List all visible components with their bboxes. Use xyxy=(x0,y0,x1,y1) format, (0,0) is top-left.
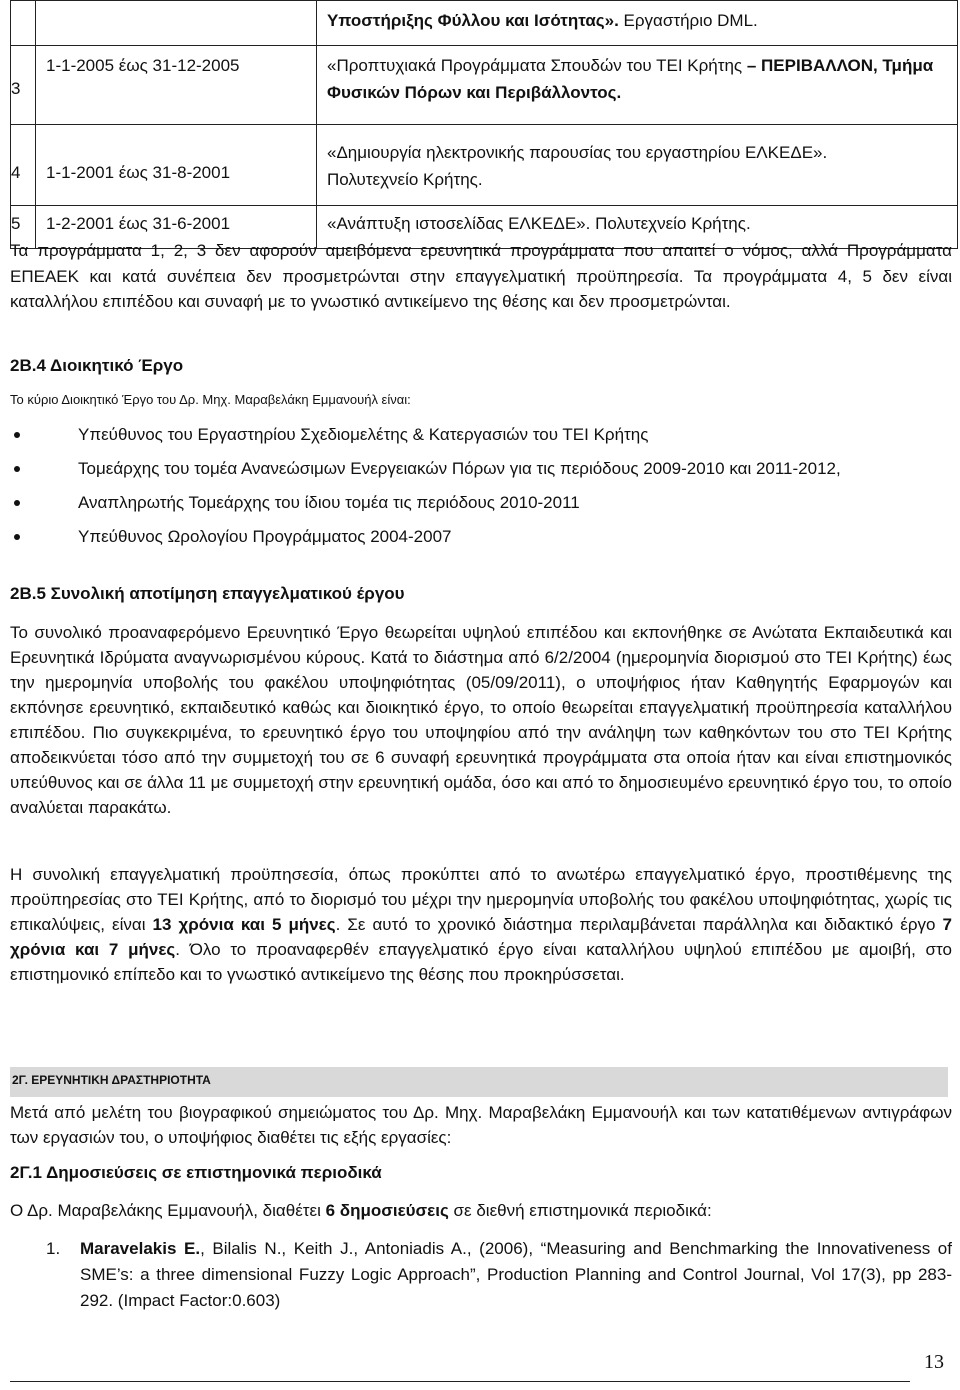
admin-duties-list xyxy=(10,422,952,558)
publications-text-a: Ο Δρ. Μαραβελάκης Εμμανουήλ, διαθέτει xyxy=(10,1201,326,1220)
list-item-text: Τομεάρχης του τομέα Ανανεώσιμων Ενεργειακών Πόρων για τις περιόδους 2009-2010 και 2011-2012, xyxy=(78,459,841,478)
row-title: «Ανάπτυξη ιστοσελίδας ΕΛΚΕΔΕ». Πολυτεχνείο Κρήτης. xyxy=(317,206,958,249)
row-title xyxy=(317,1,958,46)
projects-table xyxy=(10,0,958,249)
row-title xyxy=(317,125,958,206)
section-heading-2b4: 2Β.4 Διοικητικό Έργο xyxy=(10,356,184,375)
row-title-bold: – ΠΕΡΙΒΑΛΛΟΝ, Τμήμα Φυσικών Πόρων και Περιβάλλοντος. xyxy=(327,56,934,102)
ref-author: Maravelakis E. xyxy=(80,1239,201,1258)
bullet-icon xyxy=(14,534,20,540)
section-intro-2b4: Το κύριο Διοικητικό Έργο του Δρ. Μηχ. Μαραβελάκη Εμμανουήλ είναι: xyxy=(10,392,411,407)
ref-number: 1. xyxy=(46,1239,61,1258)
experience-text-a: Η συνολική επαγγελματική προϋπησεσία, όπως προκύπτει από το ανωτέρω επαγγελματικό έργο, προστιθέμενης της προϋπηρεσίας στο ΤΕΙ Κρήτης, από το διορισμό του μέχρι την ημερομηνία υποβολής του φακέλου υποψηφιότητας, χωρίς τις επικαλύψεις, είναι xyxy=(10,865,952,934)
teaching-total: 7 χρόνια και 7 μήνες xyxy=(10,915,953,959)
row-period: 1-1-2005 έως 31-12-2005 xyxy=(36,46,317,125)
bullet-icon xyxy=(14,466,20,472)
row-title-plain: «Προπτυχιακά Προγράμματα Σπουδών του ΤΕΙ Κρήτης xyxy=(327,56,747,75)
list-item xyxy=(10,422,952,448)
list-item-text: Αναπληρωτής Τομεάρχης του ίδιου τομέα τις περιόδους 2010-2011 xyxy=(78,493,580,512)
row-number: 3 xyxy=(11,46,36,125)
row-period: 1-1-2001 έως 31-8-2001 xyxy=(36,125,317,206)
list-item-text: Υπεύθυνος του Εργαστηρίου Σχεδιομελέτης & Κατεργασιών του ΤΕΙ Κρήτης xyxy=(78,425,649,444)
table-row xyxy=(11,125,958,206)
row-title-line2: Πολυτεχνείο Κρήτης. xyxy=(327,170,483,189)
bullet-icon xyxy=(14,500,20,506)
list-item xyxy=(10,1236,952,1314)
list-item xyxy=(10,490,952,516)
evaluation-paragraph: Το συνολικό προαναφερόμενο Ερευνητικό Έργο θεωρείται υψηλού επιπέδου και εκπονήθηκε σε Ανώτατα Εκπαιδευτικά και Ερευνητικά Ιδρύματα αναγνωρισμένου κύρους. Κατά το διάστημα από 6/2/2004 (ημερομηνία διορισμού στο ΤΕΙ Κρήτης) έως την ημερομηνία υποβολής του φακέλου υποψηφιότητας (05/09/2011), ο υποψήφιος ήταν Καθηγητής Εφαρμογών και εκπόνησε ερευνητικό, εκπαιδευτικό καθώς και διοικητικό έργο, το οποίο θεωρείται επαγγελματική προϋπηρεσία καταλλήλου επιπέδου. Πιο συγκεκριμένα, το ερευνητικό έργο του υποψηφίου από την ανάληψη των καθηκόντων του στο ΤΕΙ Κρήτης αποδεικνύεται τόσο από την συμμετοχή του σε 6 συναφή ερευνητικά προγράμματα στα οποία ήταν και είναι επιστημονικός υπεύθυνος και σε άλλα 11 με συμμετοχή στην ερευνητική ομάδα, όσο και από το δημοσιευμένο ερευνητικό έργο του, το οποίο αναλύεται παρακάτω. xyxy=(10,623,952,817)
section-heading-2b5: 2Β.5 Συνολική αποτίμηση επαγγελματικού έργου xyxy=(10,584,405,603)
row-period xyxy=(36,1,317,46)
list-item xyxy=(10,524,952,550)
publications-list xyxy=(10,1236,952,1314)
row-title-rest: Εργαστήριο DML. xyxy=(618,11,758,30)
footer-divider xyxy=(10,1381,910,1382)
row-title-bold: Υποστήριξης Φύλλου και Ισότητας». xyxy=(327,11,619,30)
table-row xyxy=(11,1,958,46)
list-item xyxy=(10,456,952,482)
experience-paragraph xyxy=(10,862,952,987)
section-bar-2g xyxy=(10,1067,948,1097)
note-paragraph: Τα προγράμματα 1, 2, 3 δεν αφορούν αμειβόμενα ερευνητικά προγράμματα που απαιτεί ο νόμος, αλλά Προγράμματα ΕΠΕΑΕΚ και κατά συνέπεια δεν προσμετρώνται στην επαγγελματική προϋπηρεσία. Τα προγράμματα 4, 5 δεν είναι καταλλήλου επιπέδου και συναφή με το γνωστικό αντικείμενο της θέσης και δεν προσμετρώνται. xyxy=(10,241,952,311)
row-number: 4 xyxy=(11,125,36,206)
publications-count: 6 δημοσιεύσεις xyxy=(325,1201,449,1220)
list-item-text: Υπεύθυνος Ωρολογίου Προγράμματος 2004-2007 xyxy=(78,527,452,546)
ref-details: , Bilalis N., Keith J., Antoniadis A., (2006), “Measuring and Benchmarking the Innovativeness of SME’s: a three dimensional Fuzzy Logic Approach”, Production Planning and Control Journal, Vol 17(3), pp 283-292. (Impact Factor:0.603) xyxy=(80,1239,952,1310)
row-title xyxy=(317,46,958,125)
row-number: 5 xyxy=(11,206,36,249)
publications-summary xyxy=(10,1198,952,1223)
row-period: 1-2-2001 έως 31-6-2001 xyxy=(36,206,317,249)
section-bar-title: 2Γ. ΕΡΕΥΝΗΤΙΚΗ ΔΡΑΣΤΗΡΙΟΤΗΤΑ xyxy=(12,1073,211,1087)
section-heading-2g1: 2Γ.1 Δημοσιεύσεις σε επιστημονικά περιοδικά xyxy=(10,1163,382,1182)
experience-text-e: . Όλο το προαναφερθέν επαγγελματικό έργο είναι καταλλήλου υψηλού επιπέδου με αμοιβή, στο επιστημονικό επίπεδο και το γνωστικό αντικείμενο της θέσης που προκηρύσσεται. xyxy=(10,940,952,984)
row-title-line1: «Δημιουργία ηλεκτρονικής παρουσίας του εργαστηρίου ΕΛΚΕΔΕ». xyxy=(327,143,828,162)
table-row xyxy=(11,46,958,125)
experience-text-c: . Σε αυτό το χρονικό διάστημα περιλαμβάνεται παράλληλα και διδακτικό έργο xyxy=(335,915,943,934)
row-number xyxy=(11,1,36,46)
research-intro: Μετά από μελέτη του βιογραφικού σημειώματος του Δρ. Μηχ. Μαραβελάκη Εμμανουήλ και των κατατιθέμενων αντιγράφων των εργασιών του, ο υποψήφιος διαθέτει τις εξής εργασίες: xyxy=(10,1103,952,1147)
page-number: 13 xyxy=(924,1351,944,1373)
experience-total: 13 χρόνια και 5 μήνες xyxy=(152,915,336,934)
publications-text-c: σε διεθνή επιστημονικά περιοδικά: xyxy=(448,1201,712,1220)
bullet-icon xyxy=(14,432,20,438)
